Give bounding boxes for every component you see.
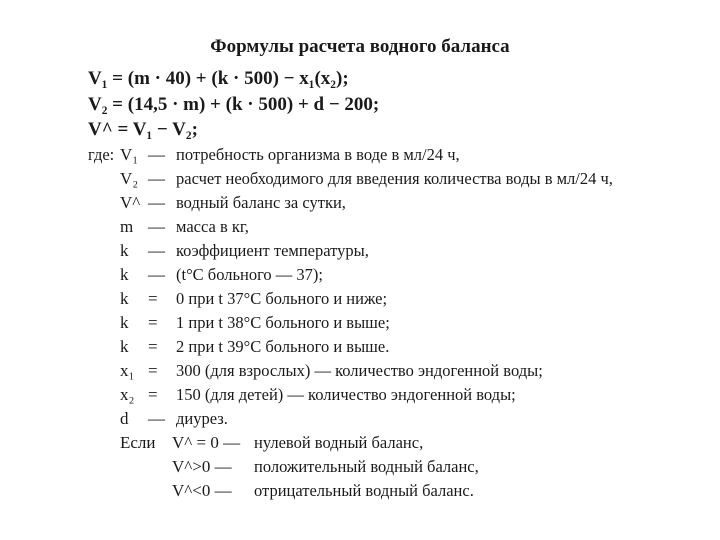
definition-text: 150 (для детей) — количество эндогенной воды; — [176, 385, 516, 404]
definition-text: диурез. — [176, 409, 228, 428]
definition-text: расчет необходимого для введения количества воды в мл/24 ч, — [176, 169, 613, 188]
definition-symbol: x₁ — [120, 361, 135, 380]
definition-symbol: k — [120, 337, 129, 356]
definition-text: (t°C больного — 37); — [176, 265, 324, 284]
condition-text: отрицательный водный баланс. — [254, 481, 474, 500]
definition-text: 2 при t 39°C больного и выше. — [176, 337, 390, 356]
formula-balance: V^ = V₁ − V₂; — [88, 119, 198, 140]
condition-text: положительный водный баланс, — [254, 457, 479, 476]
definition-operator: — — [148, 169, 165, 188]
definition-operator: = — [148, 337, 158, 356]
definition-text: масса в кг, — [176, 217, 249, 236]
definition-text: потребность организма в воде в мл/24 ч, — [176, 145, 460, 164]
condition-expression: V^<0 — — [172, 481, 232, 500]
definition-text: коэффициент температуры, — [176, 241, 369, 260]
definition-operator: — — [148, 241, 165, 260]
if-label: Если — [120, 433, 156, 452]
definition-operator: = — [148, 313, 158, 332]
page-title: Формулы расчета водного баланса — [210, 36, 510, 57]
definition-operator: = — [148, 289, 158, 308]
formula-v2: V₂ = (14,5 · m) + (k · 500) + d − 200; — [88, 94, 380, 115]
definition-symbol: d — [120, 409, 129, 428]
definition-operator: = — [148, 361, 158, 380]
where-label: где: — [88, 145, 115, 164]
definition-operator: — — [148, 265, 165, 284]
definition-symbol: V^ — [120, 193, 141, 212]
definition-text: 300 (для взрослых) — количество эндогенной воды; — [176, 361, 543, 380]
definition-symbol: k — [120, 313, 129, 332]
definition-symbol: k — [120, 265, 129, 284]
definition-operator: — — [148, 145, 165, 164]
definition-symbol: V₂ — [120, 169, 139, 188]
formula-v1: V₁ = (m · 40) + (k · 500) − x₁(x₂); — [88, 68, 349, 89]
definition-operator: — — [148, 409, 165, 428]
condition-expression: V^>0 — — [172, 457, 232, 476]
definition-text: 0 при t 37°C больного и ниже; — [176, 289, 388, 308]
condition-expression: V^ = 0 — — [172, 433, 241, 452]
definition-text: 1 при t 38°C больного и выше; — [176, 313, 390, 332]
definition-symbol: x₂ — [120, 385, 135, 404]
condition-text: нулевой водный баланс, — [254, 433, 424, 452]
definition-symbol: k — [120, 241, 129, 260]
definition-operator: — — [148, 193, 165, 212]
definition-text: водный баланс за сутки, — [176, 193, 346, 212]
definition-operator: — — [148, 217, 165, 236]
definition-symbol: V₁ — [120, 145, 139, 164]
definition-symbol: m — [120, 217, 134, 236]
definition-symbol: k — [120, 289, 129, 308]
definition-operator: = — [148, 385, 158, 404]
